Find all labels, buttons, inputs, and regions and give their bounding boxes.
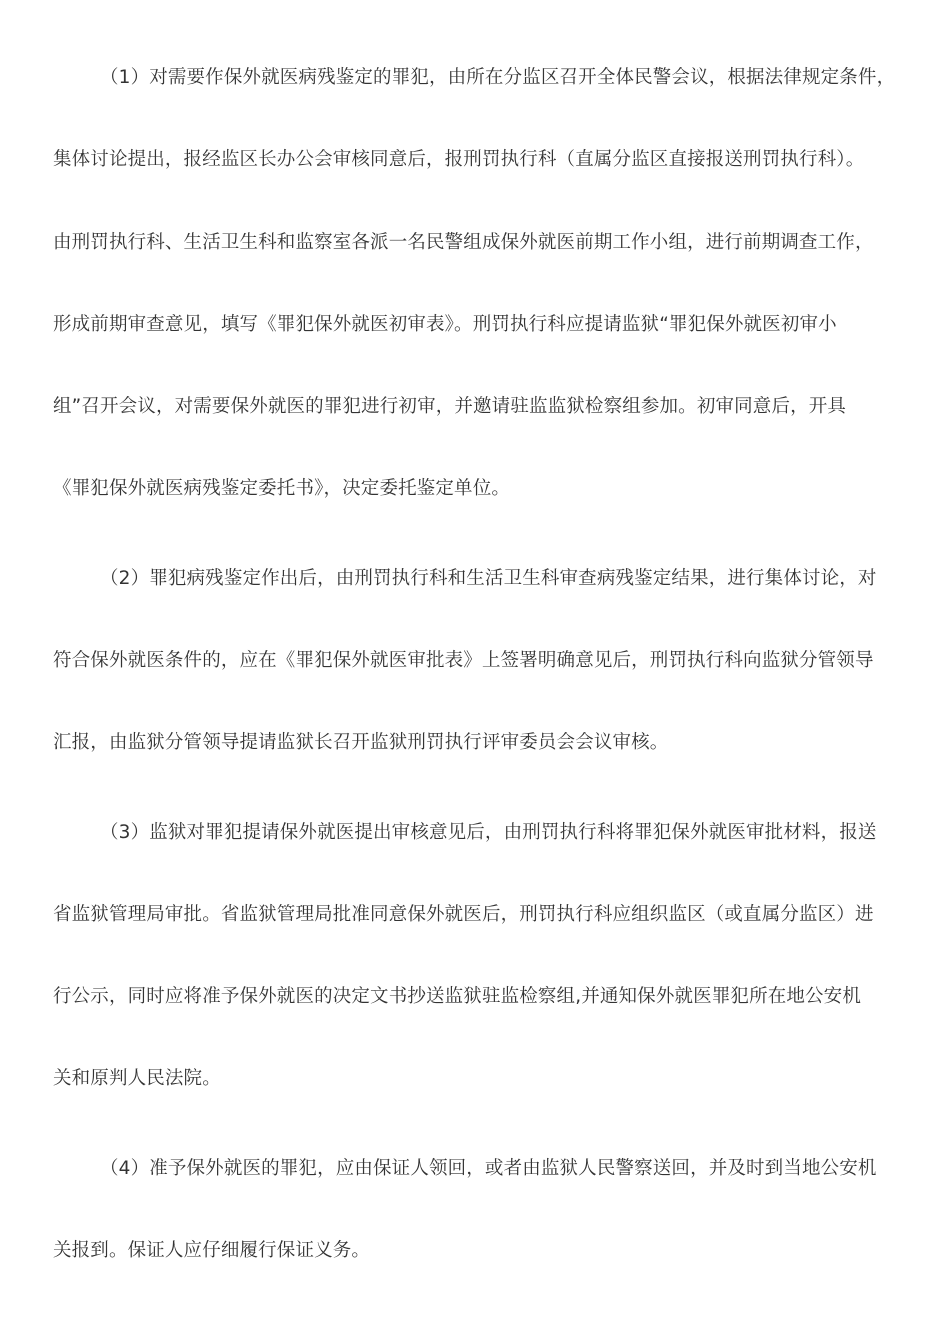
paragraph-2-line-1: （2）罪犯病残鉴定作出后，由刑罚执行科和生活卫生科审查病残鉴定结果，进行集体讨论，对	[100, 568, 877, 589]
paragraph-1-line-1: （1）对需要作保外就医病残鉴定的罪犯，由所在分监区召开全体民警会议，根据法律规定条件，	[100, 67, 896, 88]
paragraph-2-line-3: 汇报，由监狱分管领导提请监狱长召开监狱刑罚执行评审委员会会议审核。	[53, 732, 669, 753]
paragraph-1-line-4: 形成前期审查意见，填写《罪犯保外就医初审表》。刑罚执行科应提请监狱“罪犯保外就医初审小	[53, 314, 837, 335]
paragraph-4-line-2: 关报到。保证人应仔细履行保证义务。	[53, 1240, 371, 1261]
paragraph-3-line-2: 省监狱管理局审批。省监狱管理局批准同意保外就医后，刑罚执行科应组织监区（或直属分监区）进	[53, 904, 874, 925]
paragraph-2-line-2: 符合保外就医条件的，应在《罪犯保外就医审批表》上签署明确意见后，刑罚执行科向监狱分管领导	[53, 650, 874, 671]
paragraph-1-line-2: 集体讨论提出，报经监区长办公会审核同意后，报刑罚执行科（直属分监区直接报送刑罚执行科）。	[53, 149, 865, 170]
paragraph-3-line-3: 行公示，同时应将准予保外就医的决定文书抄送监狱驻监检察组,并通知保外就医罪犯所在地公安机	[53, 986, 861, 1007]
paragraph-1-line-3: 由刑罚执行科、生活卫生科和监察室各派一名民警组成保外就医前期工作小组，进行前期调查工作，	[53, 232, 874, 253]
paragraph-3-line-1: （3）监狱对罪犯提请保外就医提出审核意见后，由刑罚执行科将罪犯保外就医审批材料，报送	[100, 822, 877, 843]
paragraph-4-line-1: （4）准予保外就医的罪犯，应由保证人领回，或者由监狱人民警察送回，并及时到当地公安机	[100, 1158, 877, 1179]
paragraph-1-line-6: 《罪犯保外就医病残鉴定委托书》，决定委托鉴定单位。	[53, 478, 511, 499]
paragraph-3-line-4: 关和原判人民法院。	[53, 1068, 221, 1089]
paragraph-1-line-5: 组”召开会议，对需要保外就医的罪犯进行初审，并邀请驻监监狱检察组参加。初审同意后，开具	[53, 396, 847, 417]
